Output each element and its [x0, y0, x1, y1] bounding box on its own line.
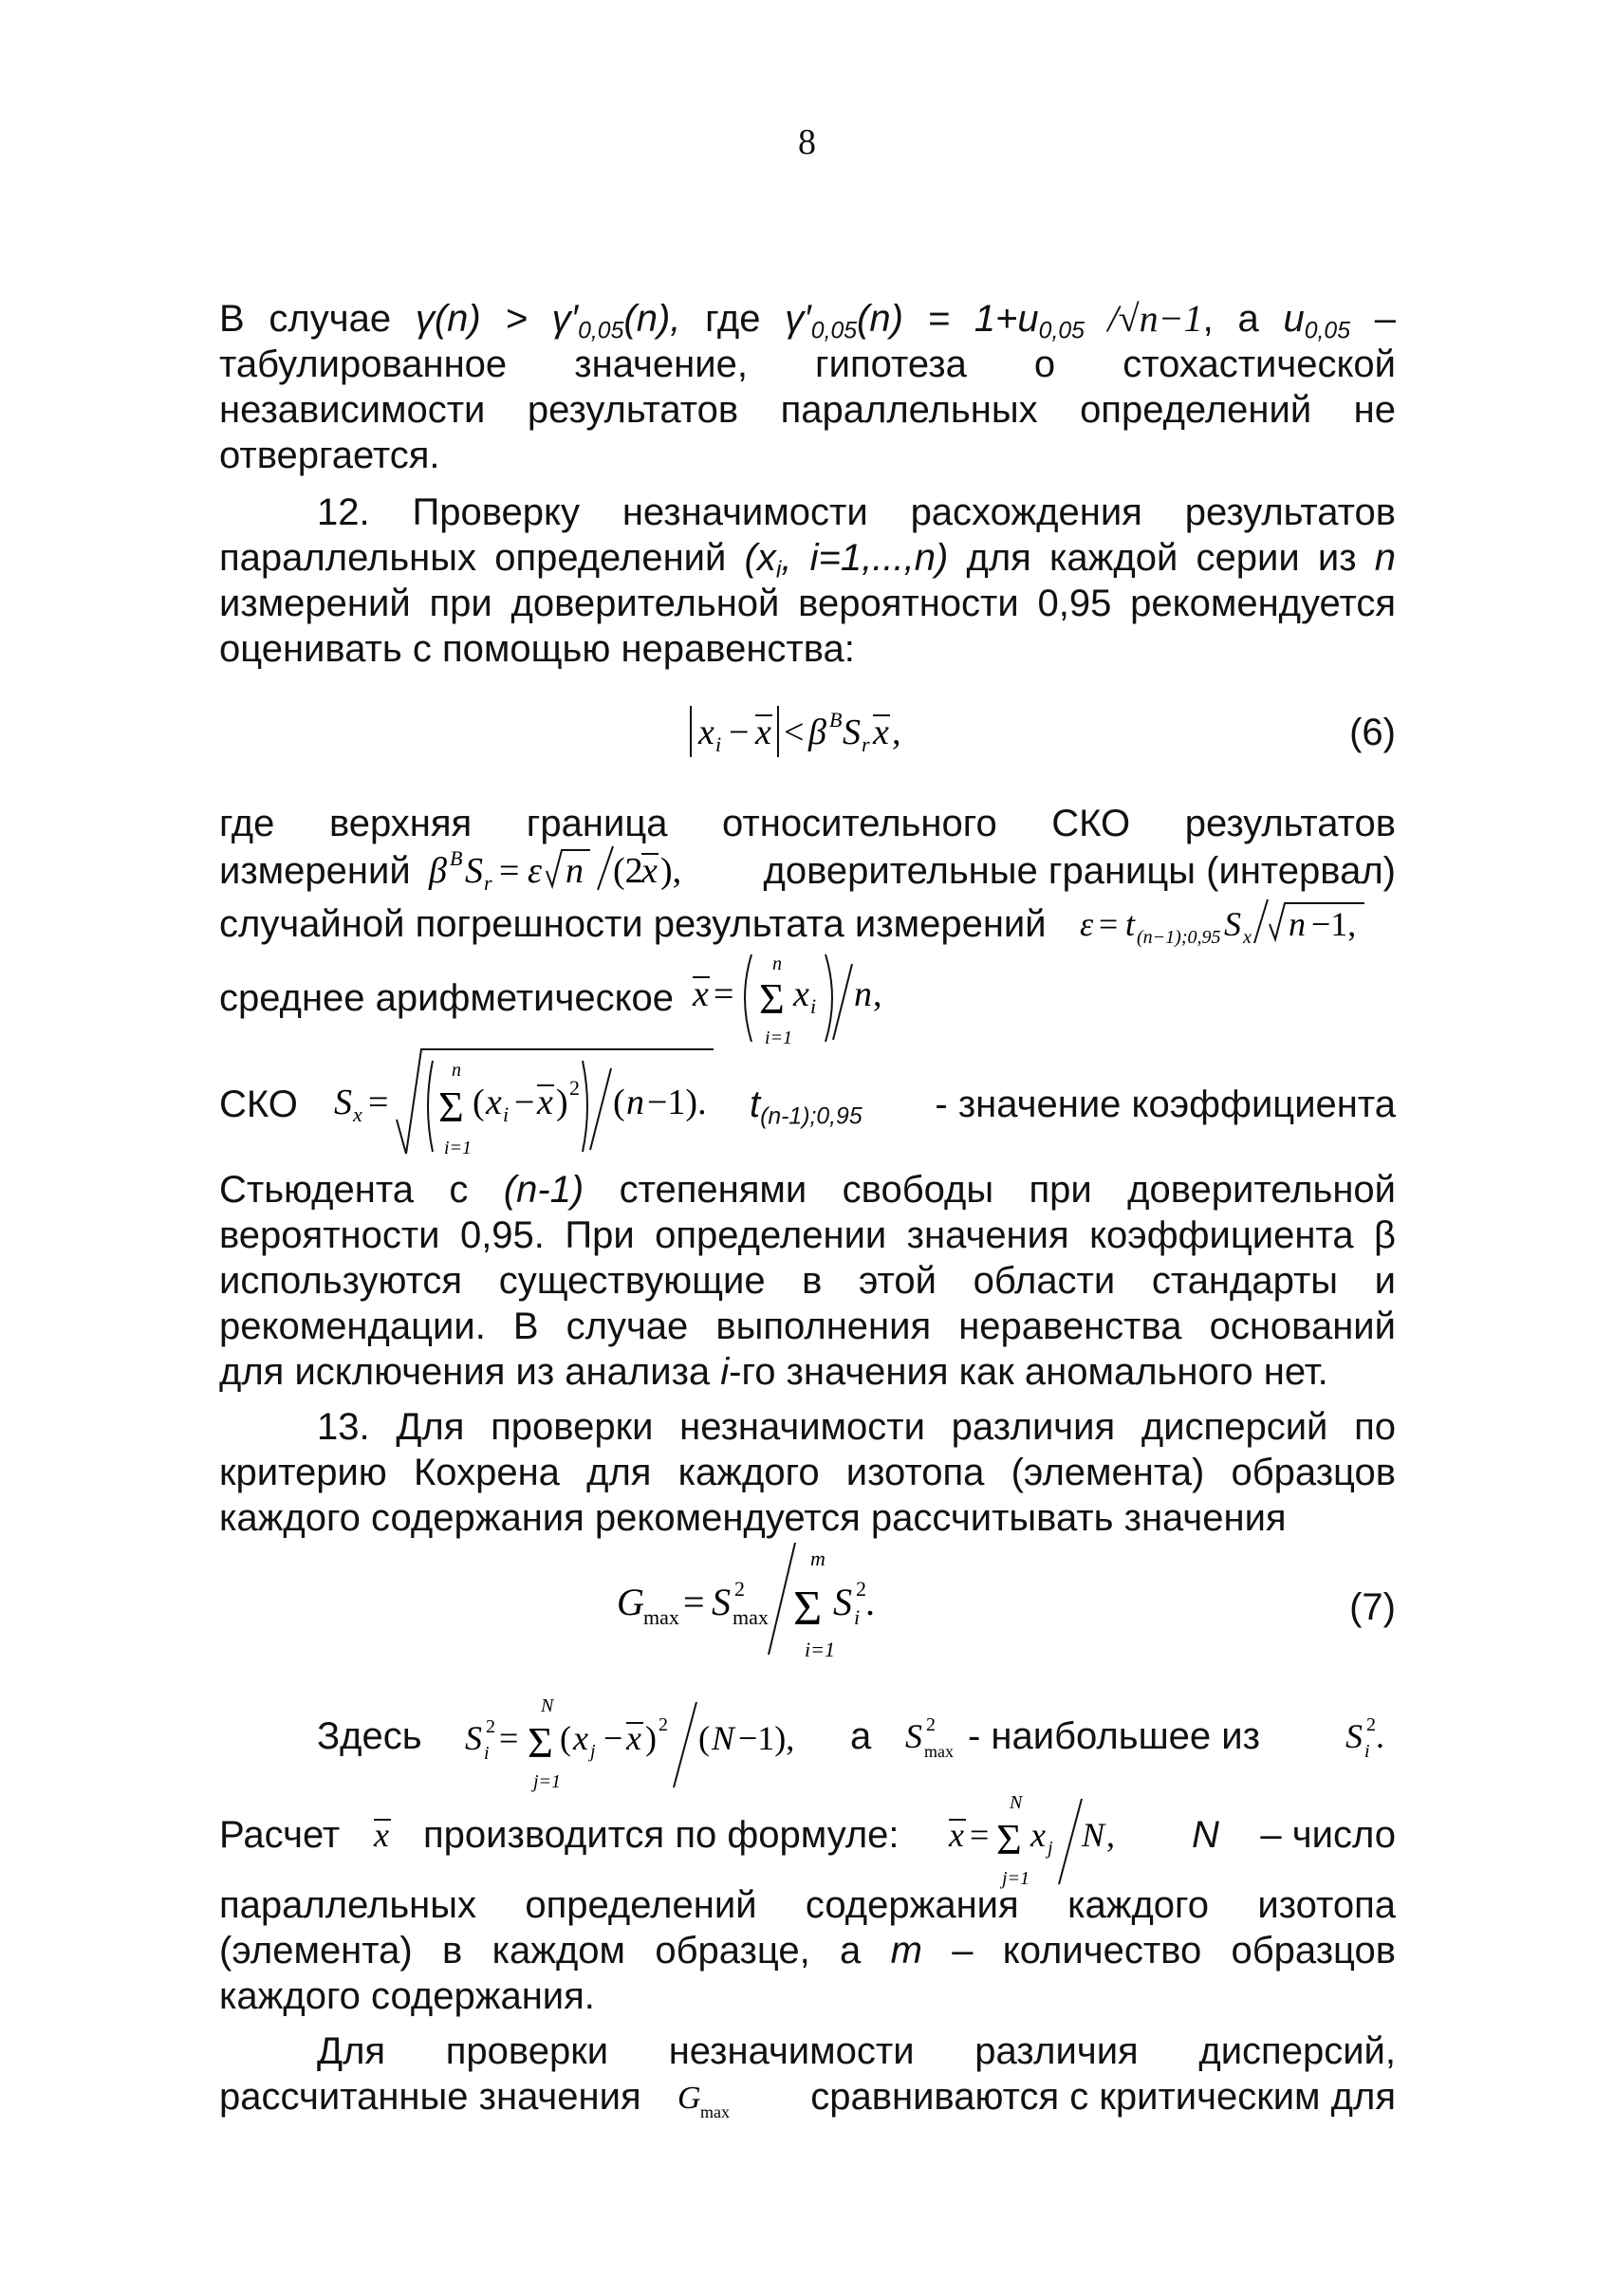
text: – — [1350, 298, 1397, 340]
text: - значение коэффициента — [924, 1083, 1396, 1125]
p5-line-1a: Здесь — [317, 1715, 422, 1757]
svg-text:n: n — [854, 974, 872, 1014]
page-number: 8 — [798, 122, 816, 162]
text: измерений — [219, 850, 411, 892]
math-N: N — [1192, 1814, 1219, 1856]
p3-line-6 — [219, 1167, 1396, 1213]
svg-text:Σ: Σ — [996, 1815, 1022, 1863]
equation-7-number: (7) — [1349, 1586, 1396, 1628]
svg-text:−1,: −1, — [1311, 905, 1357, 943]
p5-line-2b: производится по формуле: — [423, 1814, 900, 1856]
svg-text:=: = — [970, 1816, 990, 1854]
svg-text:Σ: Σ — [438, 1083, 464, 1131]
svg-text:Σ: Σ — [528, 1718, 553, 1767]
formula-smax2 — [905, 1708, 972, 1767]
svg-text:S: S — [905, 1717, 922, 1755]
p3-line-9: рекомендации. В случае выполнения неравенства оснований — [219, 1305, 1396, 1347]
svg-text:S: S — [465, 1719, 482, 1757]
p5-line-4 — [219, 1928, 1396, 1973]
formula-beta-sr — [429, 841, 704, 899]
formula-si2 — [465, 1689, 826, 1791]
svg-text:.: . — [1376, 1717, 1384, 1755]
equation-7 — [617, 1537, 920, 1660]
text: (элемента) в каждом образце, а — [219, 1930, 891, 1972]
svg-text:t: t — [1125, 905, 1136, 943]
svg-text:<: < — [784, 713, 805, 752]
svg-text:(n−1);0,95: (n−1);0,95 — [1137, 927, 1221, 948]
p5-line-3: параллельных определений содержания каждого изотопа — [219, 1884, 1396, 1926]
formula-xbar — [374, 1805, 402, 1861]
svg-text:=: = — [1099, 905, 1119, 943]
svg-text:x: x — [353, 1102, 362, 1126]
p2-line-1: 12. Проверку незначимости расхождения результатов — [317, 491, 1396, 533]
math-n-1: (n-1) — [503, 1169, 584, 1211]
p3-line-5b — [750, 1082, 1396, 1130]
svg-text:n: n — [1289, 905, 1306, 943]
formula-gmax — [677, 2068, 744, 2127]
svg-text:max: max — [733, 1605, 769, 1629]
text: параллельных определений — [219, 537, 745, 579]
p3-line-10 — [219, 1349, 1396, 1395]
svg-text:S: S — [334, 1083, 352, 1122]
svg-text:i: i — [715, 732, 722, 756]
math: (x — [744, 537, 776, 579]
math-m: m — [890, 1930, 922, 1972]
p3-line-3: случайной погрешности результата измерений — [219, 903, 1047, 945]
text: для каждой серии из — [948, 537, 1375, 579]
p1-line-4: отвергается. — [219, 435, 440, 476]
subscript: 0,05 — [578, 318, 624, 344]
p1-line-3: независимости результатов параллельных определений не — [219, 389, 1396, 431]
svg-text:N: N — [541, 1695, 554, 1716]
svg-text:−: − — [603, 1719, 623, 1757]
math-n: n — [1374, 537, 1396, 579]
svg-text:): ) — [645, 1719, 657, 1757]
svg-text:max: max — [700, 2102, 730, 2121]
svg-text:=: = — [368, 1083, 389, 1122]
svg-text:=: = — [714, 974, 734, 1014]
svg-text:N: N — [712, 1719, 735, 1757]
svg-text:=: = — [499, 851, 520, 891]
svg-text:n: n — [566, 851, 584, 891]
svg-text:j: j — [590, 1741, 596, 1762]
svg-text:2: 2 — [569, 1076, 580, 1100]
svg-text:r: r — [484, 871, 492, 895]
math: t — [750, 1083, 761, 1125]
p4-line-1: 13. Для проверки незначимости различия дисперсий по — [317, 1406, 1396, 1448]
p4-line-3: каждого содержания рекомендуется рассчитывать значения — [219, 1497, 1287, 1539]
svg-text:β: β — [808, 713, 826, 752]
line-wrap — [1192, 1812, 1396, 1858]
p3-line-5: СКО — [219, 1083, 298, 1125]
svg-text:j: j — [1048, 1838, 1053, 1859]
svg-text:x: x — [693, 974, 709, 1014]
svg-text:i: i — [810, 994, 817, 1018]
text: В случае — [219, 298, 416, 340]
svg-text:=: = — [499, 1719, 519, 1757]
p3-line-7: вероятности 0,95. При определении значения коэффициента β — [219, 1214, 1396, 1256]
svg-text:i: i — [854, 1605, 861, 1629]
math-u — [1283, 298, 1351, 344]
subscript: (n-1);0,95 — [760, 1103, 863, 1130]
svg-text:−1),: −1), — [738, 1719, 795, 1757]
subscript: 0,05 — [1038, 318, 1085, 344]
svg-text:m: m — [810, 1546, 826, 1570]
svg-text:x: x — [698, 713, 714, 752]
svg-text:x: x — [1030, 1816, 1046, 1854]
p6-line-2b: сравниваются с критическим для — [810, 2076, 1396, 2118]
math: γ′ — [785, 298, 811, 340]
svg-text:x: x — [1243, 927, 1252, 948]
equation-6-number: (6) — [1349, 712, 1396, 753]
p3-line-1: где верхняя граница относительного СКО результатов — [219, 803, 1396, 844]
math-gamma-n — [415, 298, 681, 344]
svg-text:i=1: i=1 — [444, 1138, 473, 1158]
svg-text:2: 2 — [659, 1714, 668, 1735]
svg-text:2: 2 — [926, 1714, 936, 1735]
svg-text:),: ), — [660, 851, 682, 891]
svg-text:G: G — [617, 1581, 644, 1623]
svg-text:x: x — [486, 1083, 502, 1122]
text: Стьюдента с — [219, 1169, 504, 1211]
text: – число — [1250, 1814, 1396, 1856]
svg-text:(: ( — [698, 1719, 710, 1757]
text: где — [680, 298, 786, 340]
formula-mean — [693, 945, 911, 1051]
formula-si2-b — [1345, 1708, 1402, 1767]
svg-text:−1).: −1). — [647, 1083, 707, 1122]
svg-text:Σ: Σ — [793, 1582, 823, 1636]
svg-text:(: ( — [560, 1719, 571, 1757]
math-t — [750, 1082, 863, 1130]
math: u — [1283, 298, 1305, 340]
svg-text:x: x — [537, 1083, 553, 1122]
p6-line-2a: рассчитанные значения — [219, 2076, 641, 2118]
p3-line-2b: доверительные границы (интервал) — [763, 850, 1396, 892]
svg-text:x: x — [641, 851, 658, 891]
svg-text:S: S — [465, 851, 483, 891]
svg-text:2: 2 — [1366, 1714, 1376, 1735]
subscript: i — [775, 557, 782, 583]
svg-text:max: max — [643, 1605, 679, 1629]
math-xi-range — [744, 537, 949, 583]
svg-text:S: S — [712, 1581, 731, 1623]
text: – количество образцов — [921, 1930, 1396, 1972]
svg-text:,: , — [892, 713, 901, 752]
svg-text:B: B — [450, 846, 463, 870]
svg-text:i: i — [503, 1102, 510, 1126]
svg-text:max: max — [924, 1742, 954, 1761]
math: (n) = 1+u — [857, 298, 1039, 340]
svg-text:,: , — [1106, 1816, 1115, 1854]
text: степенями свободы при доверительной — [584, 1169, 1397, 1211]
math: , i=1,...,n) — [781, 537, 949, 579]
p5-line-2c — [1192, 1812, 1396, 1858]
text: , а — [1202, 298, 1284, 340]
svg-text:B: B — [829, 708, 843, 731]
text: для исключения из анализа — [219, 1351, 721, 1393]
svg-text:2: 2 — [486, 1716, 495, 1737]
svg-text:,: , — [873, 974, 882, 1014]
formula-epsilon — [1080, 894, 1402, 953]
svg-text:x: x — [374, 1816, 389, 1854]
svg-text:−: − — [729, 713, 750, 752]
svg-text:G: G — [677, 2081, 701, 2116]
svg-text:i=1: i=1 — [765, 1028, 793, 1048]
svg-text:r: r — [862, 732, 870, 756]
svg-text:j=1: j=1 — [533, 1771, 562, 1792]
equation-6 — [683, 698, 930, 765]
svg-text:Σ: Σ — [759, 974, 785, 1023]
svg-text:ε: ε — [1080, 905, 1094, 943]
svg-text:2: 2 — [734, 1577, 745, 1601]
p1-line-1 — [219, 296, 1396, 342]
p6-line-1: Для проверки незначимости различия дисперсий, — [317, 2030, 1396, 2072]
svg-text:.: . — [865, 1581, 875, 1623]
p1-line-2: табулированное значение, гипотеза о стохастической — [219, 343, 1396, 385]
p4-line-2: критерию Кохрена для каждого изотопа (элемента) образцов — [219, 1452, 1396, 1493]
svg-text:i: i — [484, 1743, 490, 1764]
subscript: 0,05 — [1304, 318, 1351, 344]
svg-text:N: N — [1010, 1792, 1023, 1813]
svg-text:=: = — [683, 1581, 705, 1623]
svg-text:x: x — [949, 1816, 964, 1854]
svg-text:−: − — [514, 1083, 535, 1122]
formula-xbar-def — [949, 1786, 1167, 1888]
svg-text:x: x — [626, 1719, 641, 1757]
svg-text:n: n — [626, 1083, 644, 1122]
p3-line-4: среднее арифметическое — [219, 977, 675, 1019]
p2-line-2 — [219, 535, 1396, 581]
svg-text:x: x — [755, 713, 771, 752]
svg-text:S: S — [1345, 1717, 1363, 1755]
svg-text:n: n — [772, 954, 782, 974]
p3-line-8: используются существующие в этой области стандарты и — [219, 1260, 1396, 1302]
svg-text:i=1: i=1 — [805, 1638, 835, 1661]
svg-text:(2: (2 — [613, 851, 643, 891]
svg-text:N: N — [1082, 1816, 1105, 1854]
svg-text:β: β — [429, 851, 447, 891]
svg-text:(: ( — [473, 1083, 485, 1122]
math: /√n−1 — [1084, 297, 1203, 340]
math-i: i — [720, 1351, 730, 1393]
p5-line-5: каждого содержания. — [219, 1975, 595, 2017]
line-wrap — [750, 1082, 1396, 1130]
p2-line-3: измерений при доверительной вероятности 0,95 рекомендуется — [219, 583, 1396, 624]
svg-text:x: x — [573, 1719, 588, 1757]
svg-text:S: S — [833, 1581, 852, 1623]
text: -го значения как аномального нет. — [729, 1351, 1328, 1393]
svg-text:n: n — [452, 1060, 461, 1081]
svg-text:): ) — [556, 1083, 568, 1122]
p5-line-2a: Расчет — [219, 1814, 341, 1856]
svg-text:i: i — [1364, 1741, 1370, 1762]
math: (n), — [623, 298, 681, 340]
formula-sko — [334, 1040, 723, 1161]
svg-text:S: S — [1224, 905, 1241, 943]
p5-line-1b: а — [850, 1715, 872, 1757]
svg-text:(: ( — [613, 1083, 625, 1122]
svg-text:x: x — [793, 974, 809, 1014]
p5-line-1c: - наибольшее из — [968, 1715, 1260, 1757]
svg-text:x: x — [873, 713, 889, 752]
subscript: 0,05 — [810, 318, 858, 344]
svg-text:S: S — [843, 713, 861, 752]
math: γ(n) > γ′ — [415, 298, 579, 340]
svg-text:j=1: j=1 — [1002, 1868, 1030, 1889]
svg-text:2: 2 — [856, 1577, 866, 1601]
p2-line-4: оценивать с помощью неравенства: — [219, 628, 855, 670]
math-gamma-def — [785, 297, 1203, 344]
svg-text:ε: ε — [528, 851, 542, 891]
